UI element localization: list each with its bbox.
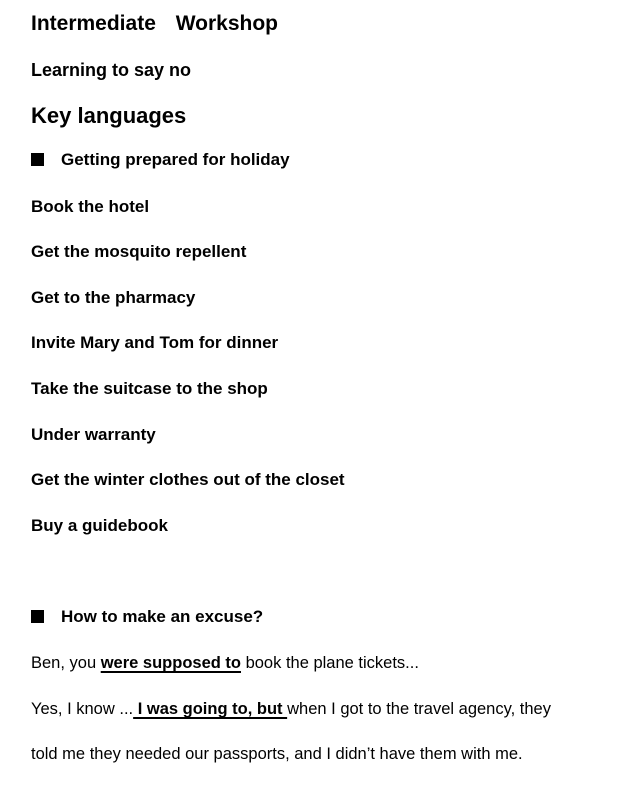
underlined-phrase: were supposed to (100, 654, 241, 672)
section-heading-excuse (31, 607, 263, 627)
section-heading-label: Getting prepared for holiday (61, 150, 290, 169)
underlined-phrase: I was going to, but (133, 700, 288, 718)
list-item: Under warranty (31, 425, 156, 444)
list-item: Get the mosquito repellent (31, 242, 247, 261)
list-item: Buy a guidebook (31, 516, 168, 535)
text-run: book the plane tickets... (241, 654, 419, 672)
list-item: Invite Mary and Tom for dinner (31, 333, 279, 352)
document-subtitle: Learning to say no (31, 60, 192, 80)
list-item: Book the hotel (31, 197, 150, 216)
section-heading-holiday (31, 150, 290, 170)
square-bullet-icon (31, 610, 44, 623)
list-item: Take the suitcase to the shop (31, 379, 268, 398)
dialogue-line-2 (31, 700, 551, 719)
list-item: Get the winter clothes out of the closet (31, 470, 345, 489)
section-heading-label: How to make an excuse? (61, 607, 264, 626)
key-languages-heading: Key languages (31, 103, 187, 128)
dialogue-line-1 (31, 654, 419, 673)
list-item: Get to the pharmacy (31, 288, 196, 307)
text-run: Yes, I know ... (31, 700, 134, 718)
document-title: Intermediate Workshop (31, 12, 278, 35)
dialogue-line-3: told me they needed our passports, and I didn’t have them with me. (31, 745, 523, 763)
text-run: Ben, you (31, 654, 101, 672)
square-bullet-icon (31, 153, 44, 166)
text-run: when I got to the travel agency, they (287, 700, 551, 718)
